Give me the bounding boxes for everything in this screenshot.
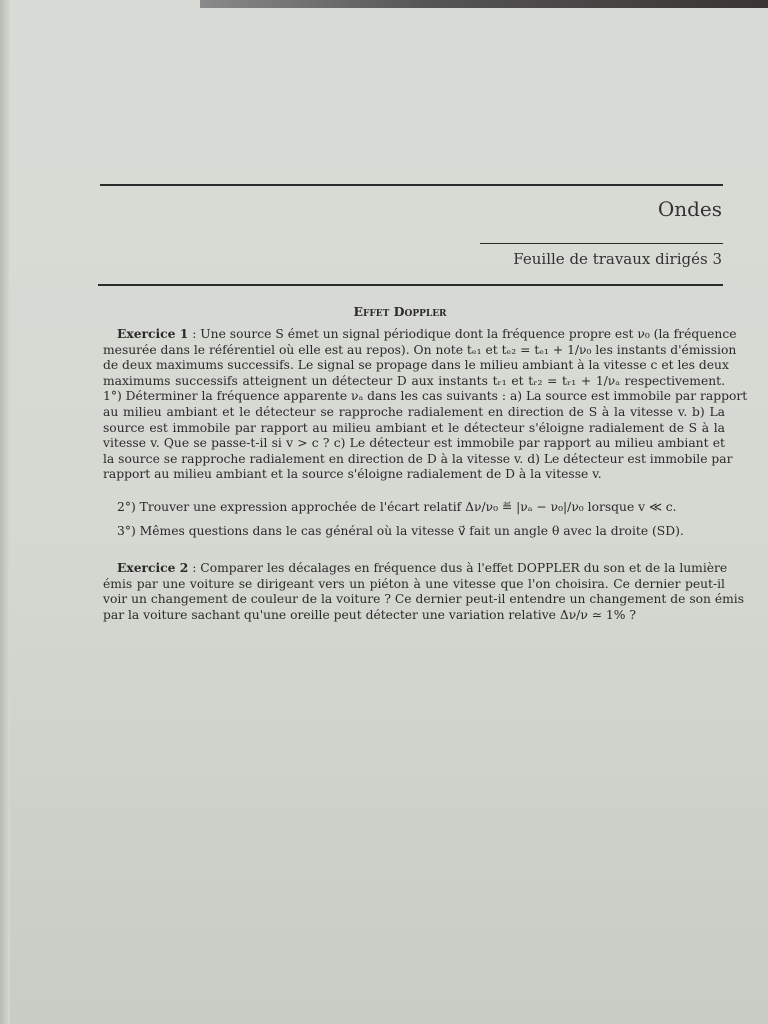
question-3-text: 3°) Mêmes questions dans le cas général où la vitesse v⃗ fait un angle θ avec la droite (SD).: [117, 524, 684, 538]
text-line: voir un changement de couleur de la voiture ? Ce dernier peut-il entendre un changement de son émis: [103, 592, 745, 607]
text-line: rapport au milieu ambiant et la source s'éloigne radialement de D à la vitesse v.: [103, 467, 602, 482]
text-line: 1°) Déterminer la fréquence apparente νₐ dans les cas suivants : a) La source est immobile par rapport: [103, 389, 748, 404]
exercise-1-text: : Une source S émet un signal périodique dont la fréquence propre est ν₀ (la fréquence: [192, 327, 737, 341]
exercise-2-line-0: [103, 560, 728, 577]
top-rule: [100, 184, 723, 186]
text-line: maximums successifs atteignent un détecteur D aux instants tᵣ₁ et tᵣ₂ = tᵣ₁ + 1/νₐ respectivement.: [103, 373, 725, 388]
question-2-text: 2°) Trouver une expression approchée de l'écart relatif Δν/ν₀ ≝ |νₐ − ν₀|/ν₀ lorsque v ≪ c.: [117, 500, 677, 514]
section-title: Effet Doppler: [353, 304, 447, 319]
question-3: [103, 524, 725, 540]
photo-background-edge: [200, 0, 768, 8]
page-shadow: [0, 0, 10, 1024]
exercise-1-label: Exercice 1: [117, 326, 189, 341]
text-line: au milieu ambiant et le détecteur se rapproche radialement en direction de S à la vitesse v. b) La: [103, 404, 725, 419]
text-line: émis par une voiture se dirigeant vers un piéton à une vitesse que l'on choisira. Ce dernier peut-il: [103, 576, 725, 591]
course-title: Ondes: [657, 197, 722, 221]
text-line: source est immobile par rapport au milieu ambiant et le détecteur s'éloigne radialement de S à la: [103, 420, 725, 435]
text-line: de deux maximums successifs. Le signal se propage dans le milieu ambiant à la vitesse c et les deux: [103, 358, 729, 373]
exercise-1: [103, 326, 748, 483]
exercise-1-line-0: [103, 326, 737, 343]
exercise-2: [103, 560, 745, 623]
text-line: vitesse v. Que se passe-t-il si v > c ? c) Le détecteur est immobile par rapport au milieu ambiant et: [103, 436, 725, 451]
text-line: la source se rapproche radialement en direction de D à la vitesse v. d) Le détecteur est immobile par: [103, 451, 733, 466]
text-line: mesurée dans le référentiel où elle est au repos). On note tₑ₁ et tₑ₂ = tₑ₁ + 1/ν₀ les instants d'émission: [103, 342, 737, 357]
text-line: par la voiture sachant qu'une oreille peut détecter une variation relative Δν/ν ≃ 1% ?: [103, 607, 636, 622]
exercise-2-text: : Comparer les décalages en fréquence dus à l'effet DOPPLER du son et de la lumière: [192, 561, 728, 575]
question-2: [103, 500, 725, 516]
thin-rule: [480, 243, 723, 244]
exercise-2-label: Exercice 2: [117, 560, 189, 575]
bottom-rule: [98, 284, 723, 286]
sheet-subtitle: Feuille de travaux dirigés 3: [513, 250, 722, 268]
